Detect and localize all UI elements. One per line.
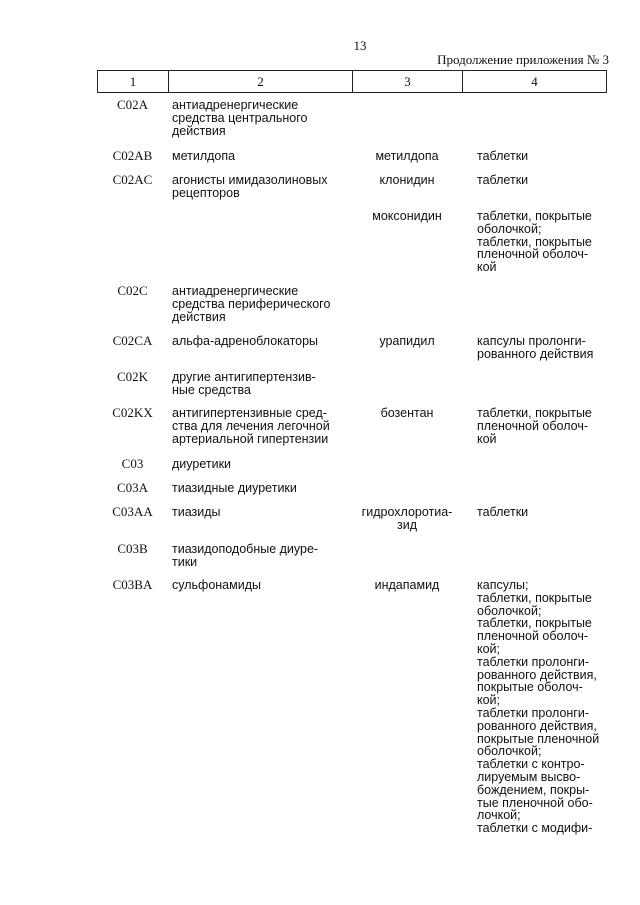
dosage-form: капсулы; таблетки, покрытые оболочкой; таблетки, покрытые пленочной оболоч- кой; таблетки пролонги- рованного действия, покрытые оболоч- кой; таблетки пролонги- рованного действия, покрытые пленочной оболочкой; таблетки с контро- лируемым высво- бождением, покры- тые пленочной обо- лочкой; таблетки с модифи- (477, 578, 600, 836)
header-col-3: 3 (353, 71, 463, 92)
atc-code: C03A (116, 480, 149, 495)
group-name: тиазиды (172, 505, 221, 519)
atc-code: C03BA (112, 577, 153, 592)
atc-code: C03AA (112, 504, 153, 519)
group-name: антигипертензивные сред- ства для лечения легочной артериальной гипертензии (172, 406, 330, 446)
group-name: антиадренергические средства периферического действия (172, 284, 331, 324)
atc-code: C02CA (112, 333, 153, 348)
group-name: тиазидоподобные диуре- тики (172, 542, 319, 569)
dosage-form: таблетки, покрытые оболочкой; таблетки, покрытые пленочной оболоч- кой (477, 209, 592, 275)
dosage-form: таблетки (477, 505, 529, 519)
dosage-form: таблетки, покрытые пленочной оболоч- кой (477, 406, 592, 446)
atc-code: C02KX (112, 405, 153, 420)
drug-name: гидрохлоротиа- зид (361, 505, 453, 532)
dosage-form: таблетки (477, 149, 529, 163)
header-col-2: 2 (169, 71, 353, 92)
group-name: антиадренергические средства центрального действия (172, 98, 308, 138)
group-name: тиазидные диуретики (172, 481, 297, 495)
drug-name: клонидин (379, 173, 435, 187)
group-name: агонисты имидазолиновых рецепторов (172, 173, 328, 200)
drug-name: метилдопа (375, 149, 439, 163)
atc-code: C03 (121, 456, 144, 471)
drug-name: бозентан (380, 406, 434, 420)
group-name: другие антигипертензив- ные средства (172, 370, 316, 397)
appendix-label: Продолжение приложения № 3 (437, 52, 609, 67)
table-header (97, 70, 607, 93)
group-name: альфа-адреноблокаторы (172, 334, 319, 348)
drug-name: урапидил (379, 334, 435, 348)
group-name: сульфонамиды (172, 578, 261, 592)
atc-code: C02AC (112, 172, 153, 187)
page-number: 13 (353, 38, 367, 53)
header-col-4: 4 (531, 74, 538, 89)
atc-code: C02AB (112, 148, 153, 163)
group-name: метилдопа (172, 149, 236, 163)
atc-code: C02A (116, 97, 149, 112)
atc-code: C02K (116, 369, 149, 384)
dosage-form: капсулы пролонги- рованного действия (477, 334, 594, 361)
header-col-1: 1 (98, 71, 169, 92)
group-name: диуретики (172, 457, 232, 471)
drug-name: моксонидин (372, 209, 442, 223)
dosage-form: таблетки (477, 173, 529, 187)
drug-name: индапамид (374, 578, 440, 592)
atc-code: C03B (117, 541, 148, 556)
atc-code: C02C (117, 283, 148, 298)
